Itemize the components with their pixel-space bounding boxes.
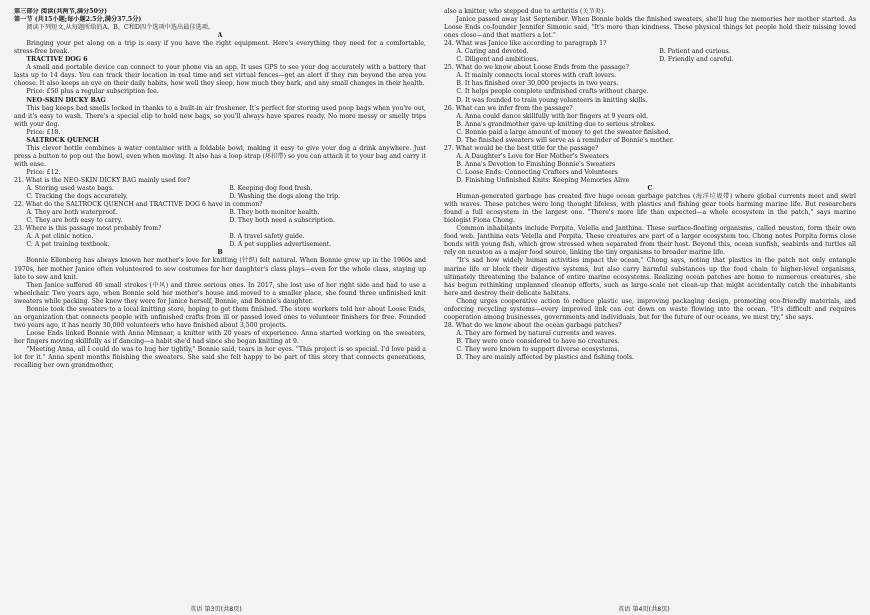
option: A. Caring and devoted. (456, 48, 529, 56)
question-26: 26. What can we infer from the passage? (444, 104, 573, 112)
option: C. They are both easy to carry. (26, 217, 123, 225)
option: C. Bonnie paid a large amount of money to get the sweater finished. (456, 128, 671, 136)
question-25-options (444, 72, 856, 104)
question-27: 27. What would be the best title for the passage? (444, 144, 599, 152)
section-heading: 第三部分 阅读(共两节,满分50分) (14, 8, 108, 15)
product-text-3: This clever bottle combines a water container with a foldable bowl, making it easy to give your dog a drink anywhere. Just press a button to pop out the bowl, even when moving. It also has a loop strap (环扣带) so you can attach it to your bag and carry it with ease. (14, 144, 426, 168)
option: C. Tracking the dogs accurately. (26, 193, 128, 201)
passage-b-paragraph: Loose Ends linked Bonnie with Anna Minnaar, a knitter with 20 years of experience. Anna started working on the sweaters, her fingers moving skillfully as if dancing—a habit she'd had since she began knitting at 9. (14, 329, 426, 345)
question-28-options (444, 330, 856, 362)
question-23-options (14, 233, 426, 249)
passage-b-letter: B (217, 249, 223, 257)
product-name-2: NEO-SKIN DICKY BAG (26, 96, 106, 104)
product-name-3: SALTROCK QUENCH (26, 136, 100, 144)
option: D. Washing the dogs along the trip. (229, 193, 341, 201)
passage-b-paragraph: "Meeting Anna, all I could do was to hug her tightly," Bonnie said, tears in her eyes. "This project is so special. I'd love paid a lot for it." Anna spent months finishing the sweaters. She said she felt happy to be part of this story that connects generations, recalling her own grandmother, (14, 345, 426, 370)
passage-c-paragraph: Common inhabitants include Porpita, Velella and Janthina. These surface-floating organisms, called neuston, form their own food web. Janthina eats Velella and Porpita. These creatures are part of a larger ecosystem too. Chong notes Porpita forms close bonds with young fish, which grow stressed when separated from their host. Beyond this, ocean sunfish, seabirds and turtles all rely on neuston as a major food source, linking the tiny organisms to broader marine life. (444, 225, 856, 257)
question-28: 28. What do we know about the ocean garbage patches? (444, 321, 622, 329)
left-page (14, 8, 426, 604)
question-26-options (444, 113, 856, 145)
option: B. Anna's grandmother gave up knitting due to serious strokes. (456, 120, 656, 128)
product-text-1: A small and portable device can connect to your phone via an app. It uses GPS to see your dog accurately with a battery that lasts up to 14 days. You can track their location in real time and set virtual fences—get an alert if they run beyond the area you choose. It also keeps an eye on their daily habits, how well they sleep, how much they bark, and any small changes in their health. (14, 64, 426, 88)
product-price-1: Price: £50 plus a regular subscription fee. (26, 88, 159, 96)
page-number-left: 英语 第3页(共8页) (190, 606, 242, 613)
option: D. It was founded to train young volunteers in knitting skills. (456, 96, 648, 104)
right-page (444, 8, 856, 604)
option: B. They were once considered to have no creatures. (456, 337, 620, 345)
passage-b-paragraph: Then Janice suffered 40 small strokes (中风) and three serious ones. In 2017, she lost use of her right side and had to use a wheelchair. Two years ago, when Bonnie sold her mother's house and moved to a smaller place, she found three unfinished knit sweaters while packing. She knew they were for Janice herself, Bonnie, and Bonnie's daughter. (14, 281, 426, 305)
option: C. A pet training textbook. (26, 241, 110, 249)
part-heading: 第一节 (共15小题;每小题2.5分,满分37.5分) (14, 16, 142, 24)
question-24: 24. What was Janice like according to paragraph 1? (444, 40, 607, 48)
option: C. It helps people complete unfinished crafts without charge. (456, 88, 649, 96)
option: D. They are mainly affected by plastics and fishing tools. (456, 354, 634, 362)
option: B. Anna's Devotion to Finishing Bonnie's Sweaters (456, 160, 616, 168)
product-name-1: TRACTIVE DOG 6 (26, 56, 88, 64)
passage-b-paragraph: Bonnie Ellenberg has always known her mother's love for knitting (针织) felt natural. When Bonnie grew up in the 1960s and 1970s, her mother Janice often volunteered to sew costumes for her daughter's class plays—even for the whole class, staying up late to sew and knit. (14, 257, 426, 281)
question-24-options (444, 48, 856, 64)
option: D. The finished sweaters will serve as a reminder of Bonnie's mother. (456, 136, 674, 144)
option: B. It has finished over 30,000 projects in two years. (456, 80, 619, 88)
option: A. They are formed by natural currents and waves. (456, 329, 617, 337)
question-22: 22. What do the SALTROCK QUENCH and TRACTIVE DOG 6 have in common? (14, 201, 263, 209)
instruction: 阅读下列短文,从每题所给的A、B、C和D四个选项中选出最佳选项。 (26, 24, 215, 32)
option: A. Storing used waste bags. (26, 185, 114, 193)
question-22-options (14, 209, 426, 225)
option: D. Finishing Unfinished Knits: Keeping Memories Alive (456, 176, 630, 184)
option: A. Anna could dance skillfully with her fingers at 9 years old. (456, 112, 648, 120)
option: A. They are both waterproof. (26, 209, 117, 217)
passage-b-paragraph: Bonnie took the sweaters to a local knitting store, hoping to get them finished. The store workers told her about Loose Ends, an organization that connects people with unfinished crafts from ill or passed loved ones to volunteer finishers for free. Founded two years ago, it has nearly 30,000 volunteers who have finished about 3,500 projects. (14, 305, 426, 329)
option: C. They were known to support diverse ecosystems. (456, 345, 620, 353)
question-21: 21. What is the NEO-SKIN DICKY BAG mainly used for? (14, 176, 191, 184)
option: D. A pet supplies advertisement. (229, 241, 332, 249)
question-25: 25. What do we know about Loose Ends from the passage? (444, 64, 629, 72)
passage-b-continuation: also a knitter, who stepped due to arthritis (关节炎). (444, 8, 606, 15)
passage-c-letter: C (647, 185, 653, 193)
passage-c-paragraph: Chong urges cooperative action to reduce plastic use, improving packaging design, promoting eco-friendly materials, and enforcing recycling systems—every improved link can cut down on waste flowing into the ocean. "It's difficult and requires cooperation among businesses, governments and individuals, but for the future of our oceans, we must try," she says. (444, 297, 856, 321)
passage-a-intro: Bringing your pet along on a trip is easy if you have the right equipment. Here's everything they need for a comfortable, stress-free break. (14, 40, 426, 56)
option: A. It mainly connects local stores with craft lovers. (456, 72, 617, 80)
product-price-3: Price: £12. (26, 168, 61, 176)
question-21-options (14, 185, 426, 201)
passage-b-paragraph: Janice passed away last September. When Bonnie holds the finished sweaters, she'll hug the memories her mother started. As Loose Ends co-founder Jennifer Simonic said, "It's more than kindness. These physical things let people hold their missing loved ones close—and that matters a lot." (444, 16, 856, 40)
option: C. Loose Ends: Connecting Crafters and Volunteers (456, 168, 618, 176)
question-27-options (444, 153, 856, 185)
page-number-right: 英语 第4页(共8页) (618, 606, 670, 613)
product-price-2: Price: £18. (26, 128, 61, 136)
passage-a-letter: A (217, 32, 223, 40)
option: A. A pet clinic notice. (26, 233, 94, 241)
option: B. They both monitor health. (229, 209, 320, 217)
option: D. Friendly and careful. (659, 56, 734, 64)
option: A. A Daughter's Love for Her Mother's Sweaters (456, 152, 609, 160)
option: C. Diligent and ambitious. (456, 56, 539, 64)
option: B. Keeping dog food fresh. (229, 185, 313, 193)
option: D. They both need a subscription. (229, 217, 335, 225)
option: B. Patient and curious. (659, 48, 731, 56)
passage-c-paragraph: "It's sad how widely human activities impact the ocean," Chong says, noting that plastics in the patch not only entangle marine life or block their digestive systems, but also carry harmful substances up the food chain to higher-level organisms, ultimately threatening the balance of entire marine ecosystems. Realizing ocean patches are home to numerous creatures, she has begun rethinking unplanned cleanup efforts, such as large-scale net clean-up that might accidentally catch the inhabitants here and destroy their delicate habitats. (444, 257, 856, 297)
question-23: 23. Where is this passage most probably from? (14, 225, 162, 233)
option: B. A travel safety guide. (229, 233, 305, 241)
passage-c-paragraph: Human-generated garbage has created five huge ocean garbage patches (海洋垃圾带) where global currents meet and swirl with waves. These patches were long thought lifeless, with plastics and fishing gear tools harming marine life. But researchers found a full ecosystem in the largest one. "There's more life than expected—a whole ecosystem in the patch," says marine biologist Fiona Chong. (444, 193, 856, 225)
product-text-2: This bag keeps bad smells locked in thanks to a built-in air freshener. It's perfect for storing used poop bags when you're out, and it's easy to wash. There's a special clip to hold new bags, so you'll always have spares ready. No more messy or smelly trips with your dog. (14, 104, 426, 128)
